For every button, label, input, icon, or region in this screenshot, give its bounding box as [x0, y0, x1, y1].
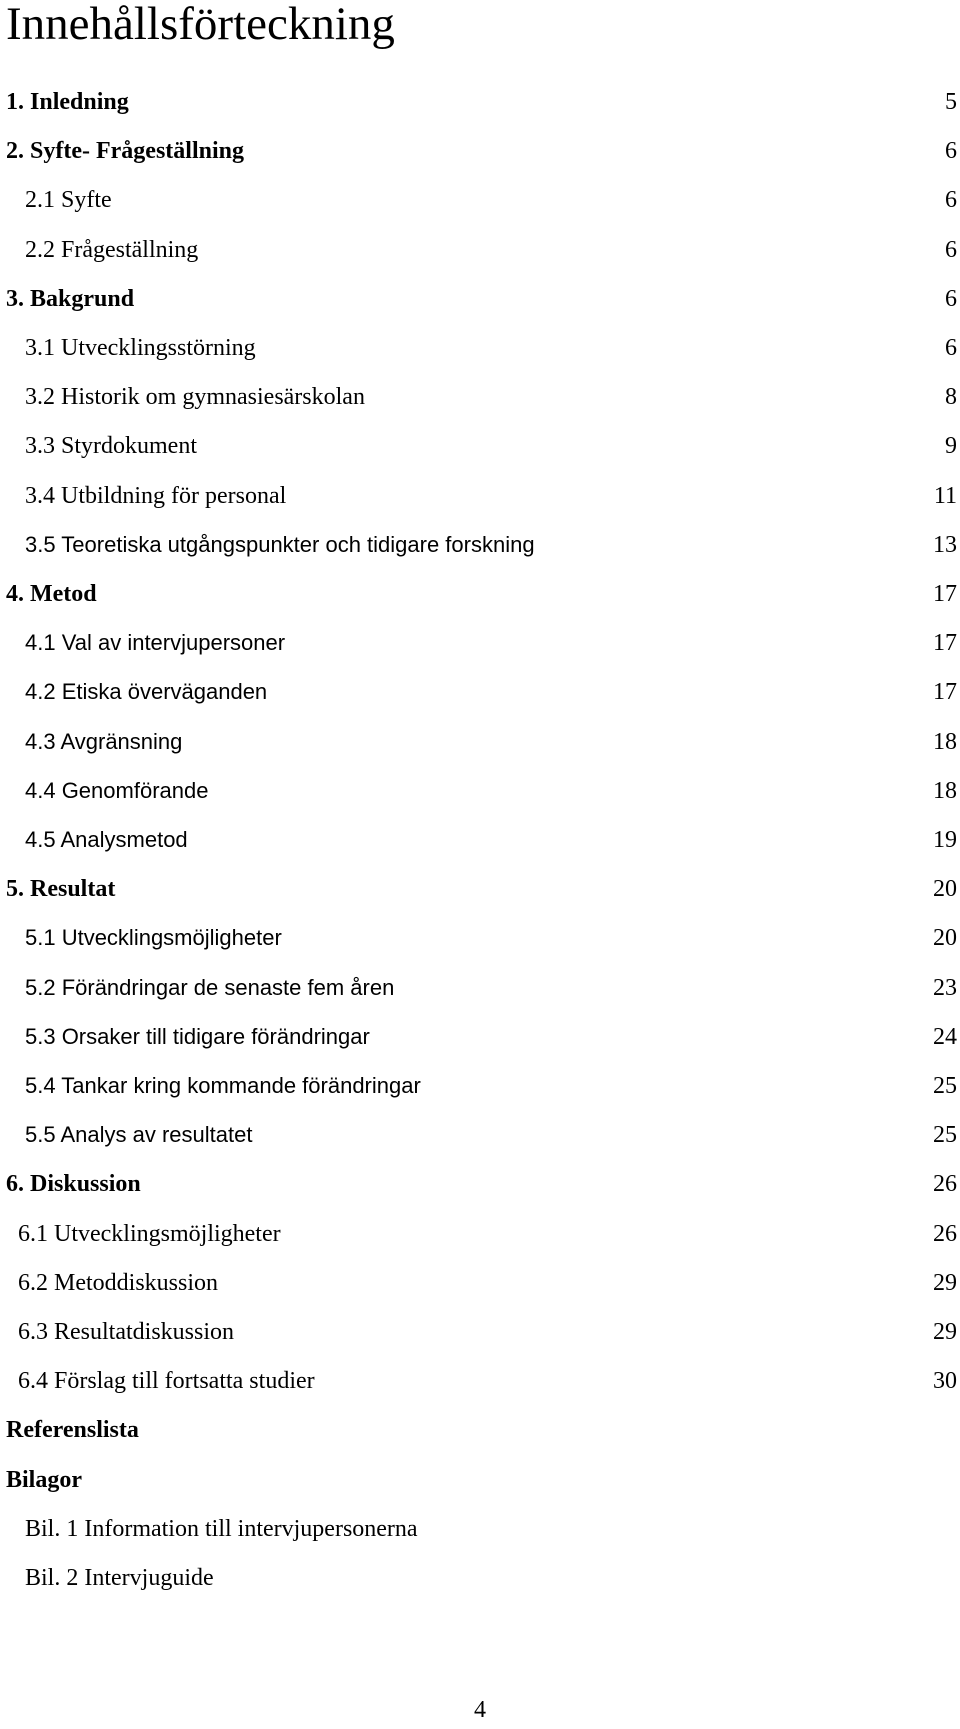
toc-entry [0, 180, 960, 220]
toc-entry-label: 3.3 Styrdokument [25, 433, 197, 460]
toc-entry-label: 1. Inledning [6, 89, 129, 115]
toc-entry-page: 9 [945, 433, 957, 460]
toc-entry-label: 3.5 Teoretiska utgångspunkter och tidigare forskning [25, 531, 535, 557]
toc-entry [0, 1361, 960, 1401]
page-title: Innehållsförteckning [6, 0, 395, 50]
toc-entry-label: 6.1 Utvecklingsmöjligheter [18, 1220, 281, 1247]
toc-entry [0, 1164, 960, 1204]
toc-entry-label: Bil. 2 Intervjuguide [25, 1565, 214, 1591]
toc-entry [0, 968, 960, 1008]
toc-entry-label: 4.2 Etiska överväganden [25, 679, 268, 705]
toc-entry-label: 4.3 Avgränsning [25, 728, 183, 754]
toc-entry-label: 2.1 Syfte [25, 187, 112, 214]
toc-entry-page: 5 [945, 89, 957, 115]
toc-entry [0, 1558, 960, 1598]
toc-entry-page: 11 [933, 482, 957, 509]
toc-entry-page: 13 [933, 531, 957, 558]
toc-entry-label: Bilagor [6, 1466, 82, 1493]
toc-entry-page: 29 [933, 1269, 957, 1296]
toc-entry-label: 6. Diskussion [6, 1171, 141, 1198]
toc-entry-page: 6 [945, 187, 957, 214]
toc-entry-label: 6.4 Förslag till fortsatta studier [18, 1368, 315, 1395]
toc-entry [0, 771, 960, 811]
toc-entry [0, 82, 960, 122]
toc-entry [0, 1017, 960, 1057]
toc-entry [0, 230, 960, 270]
toc-entry [0, 1066, 960, 1106]
toc-entry-label: Referenslista [6, 1417, 139, 1444]
toc-entry [0, 1115, 960, 1155]
toc-entry [0, 1460, 960, 1500]
toc-entry-label: 3.4 Utbildning för personal [25, 482, 287, 509]
toc-entry-page: 6 [945, 138, 957, 165]
toc-entry-label: 2. Syfte- Frågeställning [6, 138, 244, 165]
toc-entry [0, 918, 960, 958]
toc-entry [0, 574, 960, 614]
toc-entry-page: 26 [933, 1171, 957, 1198]
toc-entry-label: 3. Bakgrund [6, 285, 135, 312]
toc-entry [0, 131, 960, 171]
toc-entry-label: 4.5 Analysmetod [25, 827, 188, 852]
toc-entry-page: 6 [945, 335, 957, 361]
toc-entry-page: 17 [933, 679, 957, 706]
toc-entry [0, 672, 960, 712]
toc-entry [0, 722, 960, 762]
toc-entry-label: 5.2 Förändringar de senaste fem åren [25, 974, 395, 1000]
toc-entry-label: 5.1 Utvecklingsmöjligheter [25, 925, 282, 951]
toc-entry [0, 426, 960, 466]
toc-entry-label: 6.3 Resultatdiskussion [18, 1319, 235, 1345]
toc-entry-page: 17 [933, 581, 957, 607]
toc-entry-label: 5. Resultat [6, 876, 116, 903]
toc-entry-page: 25 [933, 1122, 957, 1149]
toc-entry-page: 18 [933, 777, 957, 804]
toc-entry-label: 2.2 Frågeställning [25, 236, 199, 263]
toc-entry [0, 820, 960, 860]
toc-entry-page: 25 [933, 1073, 957, 1099]
toc-entry-label: 5.4 Tankar kring kommande förändringar [25, 1073, 421, 1098]
toc-entry-page: 17 [933, 630, 957, 657]
toc-entry [0, 1509, 960, 1549]
toc-entry-label: 3.1 Utvecklingsstörning [25, 335, 256, 361]
toc-entry-page: 24 [933, 1023, 957, 1050]
toc-entry-page: 6 [945, 285, 957, 312]
toc-entry [0, 1263, 960, 1303]
toc-entry [0, 279, 960, 319]
toc-entry-label: 5.3 Orsaker till tidigare förändringar [25, 1023, 370, 1049]
toc-entry-page: 20 [933, 925, 957, 952]
toc-entry [0, 869, 960, 909]
toc-entry-page: 26 [933, 1220, 957, 1247]
toc-entry-page: 18 [933, 728, 957, 755]
toc-entry-label: 5.5 Analys av resultatet [25, 1122, 253, 1148]
toc-entry [0, 623, 960, 663]
toc-entry-label: 3.2 Historik om gymnasiesärskolan [25, 384, 365, 411]
toc-entry-label: Bil. 1 Information till intervjupersonerna [25, 1515, 418, 1542]
toc-entry-label: 6.2 Metoddiskussion [18, 1269, 219, 1296]
page-number: 4 [474, 1697, 486, 1723]
toc-entry [0, 1312, 960, 1352]
toc-entry-page: 29 [933, 1319, 957, 1345]
toc-entry [0, 1410, 960, 1450]
toc-entry-page: 6 [945, 236, 957, 263]
toc-entry [0, 1214, 960, 1254]
toc-entry-label: 4.4 Genomförande [25, 777, 209, 803]
toc-entry [0, 476, 960, 516]
toc-entry [0, 525, 960, 565]
toc-entry [0, 328, 960, 368]
toc-entry-page: 19 [933, 827, 957, 853]
toc-entry-page: 20 [933, 876, 957, 903]
toc-entry-page: 30 [933, 1368, 957, 1395]
toc-entry-label: 4.1 Val av intervjupersoner [25, 630, 286, 656]
toc-entry-label: 4. Metod [6, 581, 97, 607]
toc-entry-page: 23 [933, 974, 957, 1001]
toc-entry [0, 377, 960, 417]
toc-entry-page: 8 [945, 384, 957, 411]
